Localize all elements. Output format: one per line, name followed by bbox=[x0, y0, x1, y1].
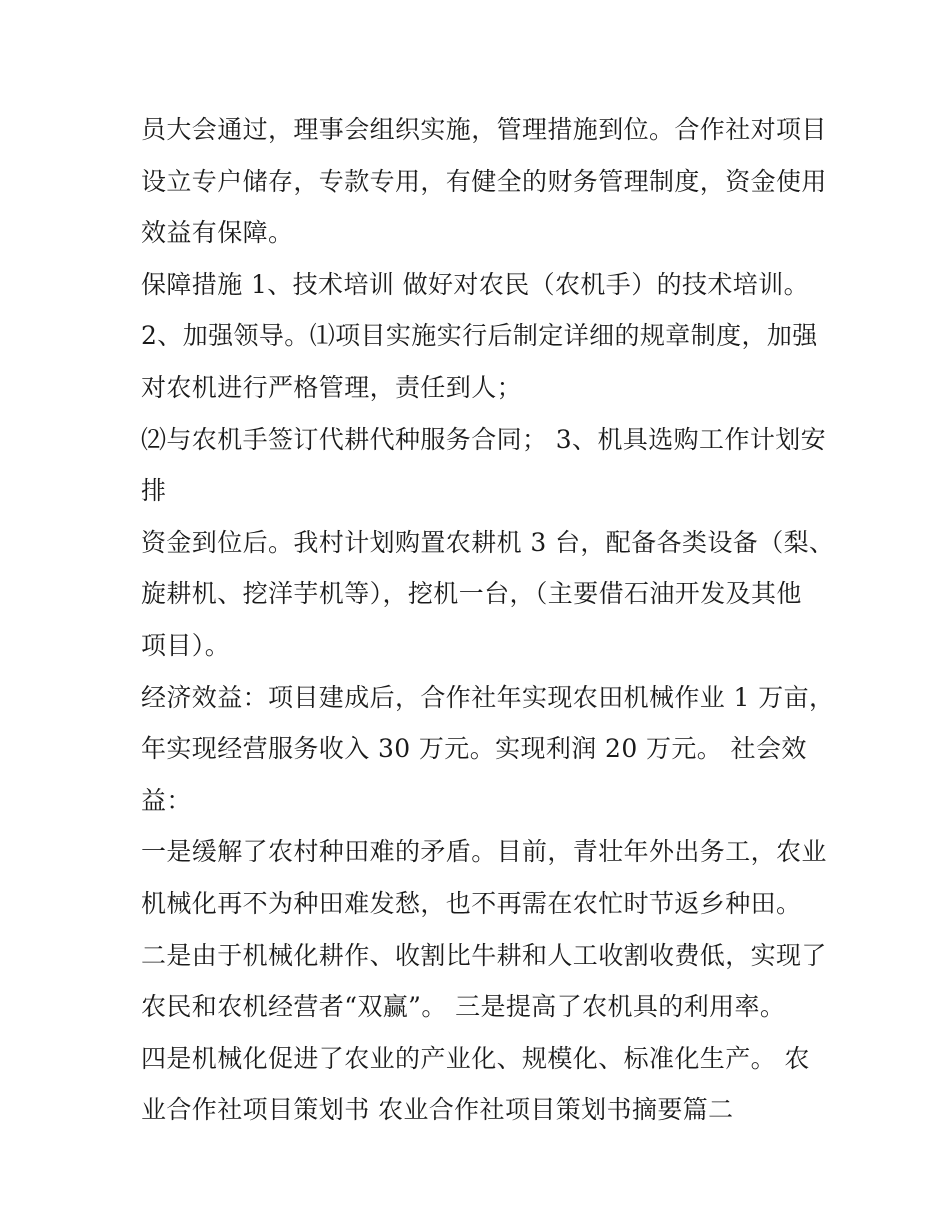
text-line: ⑵与农机手签订代耕代种服务合同； 3、机具选购工作计划安 bbox=[141, 424, 827, 454]
text-line: 机械化再不为种田难发愁，也不再需在农忙时节返乡种田。 bbox=[141, 888, 802, 918]
text-line: 一是缓解了农村种田难的矛盾。目前，青壮年外出务工，农业 bbox=[141, 837, 827, 867]
text-line: 保障措施 1、技术培训 做好对农民（农机手）的技术培训。 bbox=[141, 269, 810, 299]
text-line: 旋耕机、挖洋芋机等），挖机一台，（主要借石油开发及其他 bbox=[141, 579, 802, 609]
text-line: 益： bbox=[141, 785, 192, 815]
text-line: 员大会通过，理事会组织实施，管理措施到位。合作社对项目 bbox=[141, 115, 827, 144]
text-line: 四是机械化促进了农业的产业化、规模化、标准化生产。 农 bbox=[141, 1043, 810, 1073]
text-line: 排 bbox=[141, 476, 167, 506]
body-text bbox=[141, 104, 835, 1136]
text-line: 效益有保障。 bbox=[141, 218, 294, 248]
text-line: 年实现经营服务收入 30 万元。实现利润 20 万元。 社会效 bbox=[141, 734, 807, 764]
text-line: 农民和农机经营者“双赢”。 三是提高了农机具的利用率。 bbox=[141, 992, 786, 1022]
text-line: 经济效益：项目建成后，合作社年实现农田机械作业 1 万亩， bbox=[141, 682, 835, 712]
text-line: 业合作社项目策划书 农业合作社项目策划书摘要篇二 bbox=[141, 1095, 734, 1125]
text-line: 对农机进行严格管理，责任到人； bbox=[141, 372, 523, 402]
text-line: 设立专户储存，专款专用，有健全的财务管理制度，资金使用 bbox=[141, 166, 827, 196]
text-line: 资金到位后。我村计划购置农耕机 3 台，配备各类设备（梨、 bbox=[141, 527, 835, 557]
text-line: 项目）。 bbox=[141, 630, 231, 660]
text-line: 二是由于机械化耕作、收割比牛耕和人工收割收费低，实现了 bbox=[141, 940, 827, 970]
text-line: 2、加强领导。⑴项目实施实行后制定详细的规章制度，加强 bbox=[141, 321, 818, 351]
